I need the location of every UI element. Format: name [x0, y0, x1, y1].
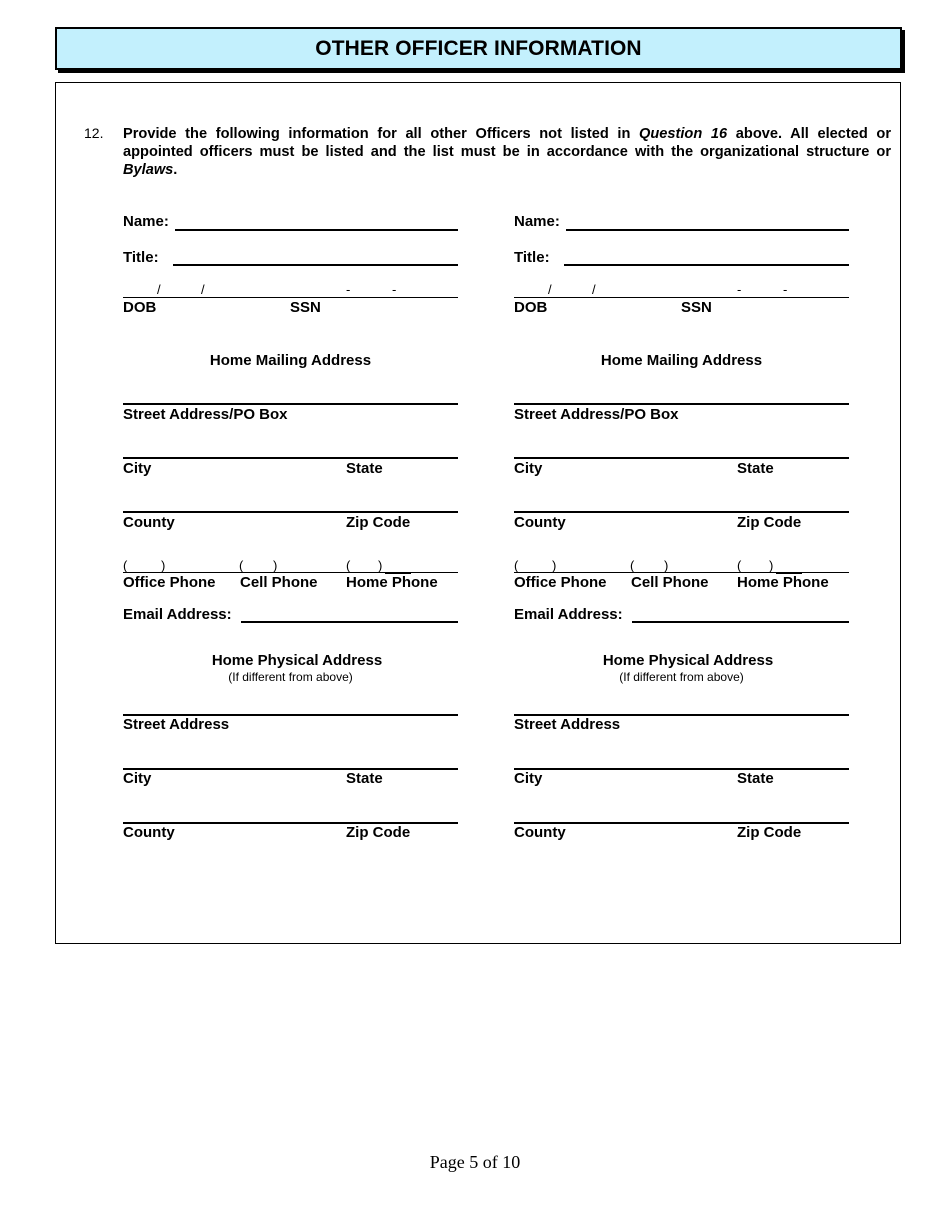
phys-zip-label: Zip Code	[737, 824, 802, 841]
cell-paren-open: (	[630, 558, 635, 573]
city-state-input-line[interactable]	[123, 457, 458, 459]
physical-address-heading: Home Physical Address	[602, 652, 774, 669]
office-paren-close: )	[552, 558, 557, 573]
officer-block-2	[514, 0, 850, 1230]
name-label: Name:	[123, 213, 169, 230]
county-zip-input-line[interactable]	[123, 511, 458, 513]
question-text: Provide the following information for all other Officers not listed in Question 16 above. All elected or appointed officers must be listed and the list must be in accordance with the organizational structure or Bylaws.	[123, 126, 892, 178]
dob-label: DOB	[514, 299, 548, 316]
ssn-dash-2: -	[392, 282, 397, 297]
phys-county-label: County	[514, 824, 566, 841]
title-input-line[interactable]	[173, 264, 458, 266]
street-po-input-line[interactable]	[514, 403, 849, 405]
home-paren-close: )	[769, 558, 774, 573]
county-label: County	[123, 514, 175, 531]
name-input-line[interactable]	[175, 229, 458, 231]
question-number: 12.	[84, 125, 104, 141]
title-input-line[interactable]	[564, 264, 849, 266]
street-po-label: Street Address/PO Box	[123, 406, 288, 423]
dob-slash-2: /	[201, 282, 205, 297]
phys-city-label: City	[514, 770, 543, 787]
page-number: Page 5 of 10	[429, 1152, 521, 1172]
street-label: Street Address	[514, 716, 621, 733]
physical-address-heading: Home Physical Address	[211, 652, 383, 669]
street-po-input-line[interactable]	[123, 403, 458, 405]
dob-label: DOB	[123, 299, 157, 316]
email-label: Email Address:	[514, 606, 623, 623]
dob-slash-1: /	[157, 282, 161, 297]
home-paren-close: )	[378, 558, 383, 573]
phys-county-label: County	[123, 824, 175, 841]
home-paren-open: (	[346, 558, 351, 573]
office-paren-open: (	[123, 558, 128, 573]
ssn-label: SSN	[681, 299, 712, 316]
state-label: State	[346, 460, 383, 477]
dob-slash-1: /	[548, 282, 552, 297]
name-label: Name:	[514, 213, 560, 230]
office-phone-label: Office Phone	[514, 574, 607, 591]
county-label: County	[514, 514, 566, 531]
phys-state-label: State	[737, 770, 774, 787]
phys-city-state-input-line[interactable]	[514, 768, 849, 770]
cell-phone-label: Cell Phone	[240, 574, 318, 591]
street-po-label: Street Address/PO Box	[514, 406, 679, 423]
ssn-dash-1: -	[737, 282, 742, 297]
email-input-line[interactable]	[241, 621, 458, 623]
city-label: City	[123, 460, 152, 477]
ssn-label: SSN	[290, 299, 321, 316]
mailing-address-heading: Home Mailing Address	[600, 352, 763, 369]
title-label: Title:	[123, 249, 159, 266]
phys-zip-label: Zip Code	[346, 824, 411, 841]
dob-ssn-input-line[interactable]	[123, 297, 458, 298]
officer-block-1	[123, 0, 459, 1230]
ssn-dash-2: -	[783, 282, 788, 297]
home-phone-label: Home Phone	[737, 574, 829, 591]
section-title: OTHER OFFICER INFORMATION	[315, 36, 642, 60]
office-phone-label: Office Phone	[123, 574, 216, 591]
email-input-line[interactable]	[632, 621, 849, 623]
zip-label: Zip Code	[737, 514, 802, 531]
name-input-line[interactable]	[566, 229, 849, 231]
zip-label: Zip Code	[346, 514, 411, 531]
cell-phone-label: Cell Phone	[631, 574, 709, 591]
cell-paren-close: )	[664, 558, 669, 573]
phys-city-state-input-line[interactable]	[123, 768, 458, 770]
home-phone-label: Home Phone	[346, 574, 438, 591]
physical-address-note: (If different from above)	[228, 670, 353, 684]
phys-state-label: State	[346, 770, 383, 787]
email-label: Email Address:	[123, 606, 232, 623]
dob-ssn-input-line[interactable]	[514, 297, 849, 298]
ssn-dash-1: -	[346, 282, 351, 297]
cell-paren-open: (	[239, 558, 244, 573]
dob-slash-2: /	[592, 282, 596, 297]
city-label: City	[514, 460, 543, 477]
physical-address-note: (If different from above)	[619, 670, 744, 684]
county-zip-input-line[interactable]	[514, 511, 849, 513]
street-label: Street Address	[123, 716, 230, 733]
office-paren-close: )	[161, 558, 166, 573]
state-label: State	[737, 460, 774, 477]
cell-paren-close: )	[273, 558, 278, 573]
office-paren-open: (	[514, 558, 519, 573]
mailing-address-heading: Home Mailing Address	[209, 352, 372, 369]
phys-city-label: City	[123, 770, 152, 787]
home-paren-open: (	[737, 558, 742, 573]
title-label: Title:	[514, 249, 550, 266]
city-state-input-line[interactable]	[514, 457, 849, 459]
